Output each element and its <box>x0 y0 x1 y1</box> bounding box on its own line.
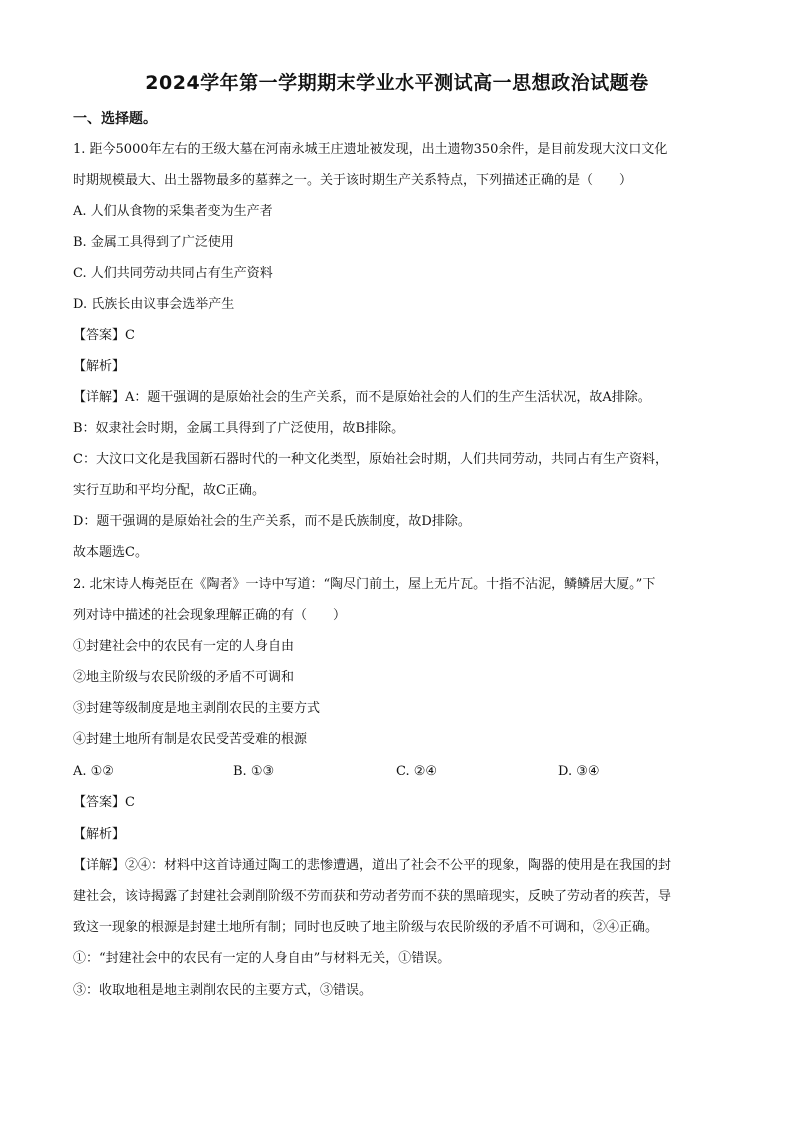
q2-detail-line-2: 建社会，该诗揭露了封建社会剥削阶级不劳而获和劳动者劳而不获的黑暗现实，反映了劳动者的疾苦，导 <box>73 889 672 904</box>
q2-answer: 【答案】C <box>73 795 135 810</box>
q1-detail-line-5: D：题干强调的是原始社会的生产关系，而不是氏族制度，故D排除。 <box>73 514 471 529</box>
section-heading: 一、选择题。 <box>73 111 157 127</box>
q2-stem-line-1: 2. 北宋诗人梅尧臣在《陶者》一诗中写道：“陶尽门前土，屋上无片瓦。十指不沾泥，鳞鳞居大厦。”下 <box>73 577 656 592</box>
q2-item-1: ①封建社会中的农民有一定的人身自由 <box>73 639 295 654</box>
q2-detail-line-4: ①：“封建社会中的农民有一定的人身自由”与材料无关，①错误。 <box>73 951 451 966</box>
q2-option-b: B. ①③ <box>233 764 275 779</box>
q1-conclusion: 故本题选C。 <box>73 545 148 560</box>
q1-option-d: D. 氏族长由议事会选举产生 <box>73 297 235 312</box>
q2-stem-line-2: 列对诗中描述的社会现象理解正确的有（ ） <box>73 608 347 623</box>
q2-analysis-label: 【解析】 <box>73 827 126 842</box>
q1-detail-line-2: B：奴隶社会时期，金属工具得到了广泛使用，故B排除。 <box>73 421 405 436</box>
q2-detail-line-3: 致这一现象的根源是封建土地所有制；同时也反映了地主阶级与农民阶级的矛盾不可调和，②④正确。 <box>73 920 659 935</box>
q2-item-2: ②地主阶级与农民阶级的矛盾不可调和 <box>73 670 295 685</box>
q2-item-3: ③封建等级制度是地主剥削农民的主要方式 <box>73 701 321 716</box>
q1-analysis-label: 【解析】 <box>73 359 126 374</box>
q1-stem-line-2: 时期规模最大、出土器物最多的墓葬之一。关于该时期生产关系特点，下列描述正确的是（ ） <box>73 173 633 188</box>
q1-detail-line-3: C：大汶口文化是我国新石器时代的一种文化类型，原始社会时期，人们共同劳动，共同占有生产资料， <box>73 452 668 467</box>
q2-option-c: C. ②④ <box>396 764 438 779</box>
q1-stem-line-1: 1. 距今5000年左右的王级大墓在河南永城王庄遗址被发现，出土遗物350余件，是目前发现大汶口文化 <box>73 142 668 157</box>
q1-option-c: C. 人们共同劳动共同占有生产资料 <box>73 266 273 281</box>
q1-answer: 【答案】C <box>73 328 135 343</box>
q1-option-a: A. 人们从食物的采集者变为生产者 <box>73 204 273 219</box>
page-title: 2024学年第一学期期末学业水平测试高一思想政治试题卷 <box>145 72 649 94</box>
q2-item-4: ④封建土地所有制是农民受苦受难的根源 <box>73 732 308 747</box>
q1-detail-line-4: 实行互助和平均分配，故C正确。 <box>73 483 265 498</box>
q2-detail-line-5: ③：收取地租是地主剥削农民的主要方式，③错误。 <box>73 983 373 998</box>
q2-detail-line-1: 【详解】②④：材料中这首诗通过陶工的悲惨遭遇，道出了社会不公平的现象，陶器的使用是在我国的封 <box>73 858 672 873</box>
q2-option-a: A. ①② <box>73 764 114 779</box>
q2-option-d: D. ③④ <box>558 764 600 779</box>
q1-option-b: B. 金属工具得到了广泛使用 <box>73 235 234 250</box>
q1-detail-line-1: 【详解】A：题干强调的是原始社会的生产关系，而不是原始社会的人们的生产生活状况，故A排除。 <box>73 390 651 405</box>
